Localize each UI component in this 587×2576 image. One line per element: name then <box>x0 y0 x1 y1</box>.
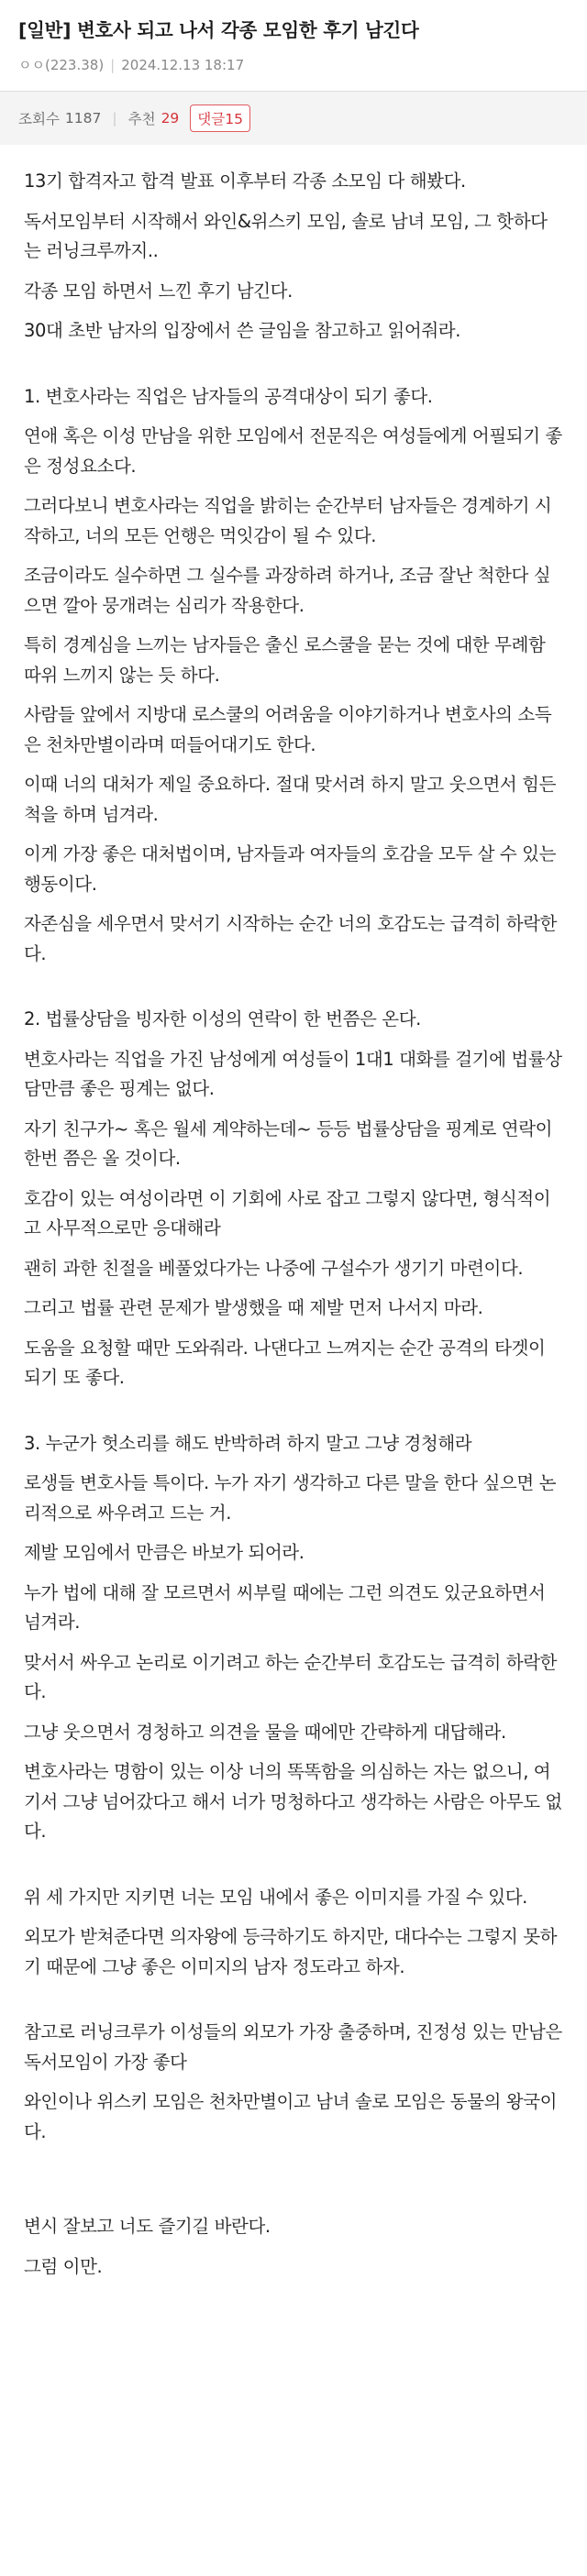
paragraph-spacer <box>24 979 563 1005</box>
post-date: 2024.12.13 18:17 <box>121 57 245 73</box>
author-name[interactable]: ㅇㅇ(223.38) <box>18 57 105 73</box>
body-paragraph: 이때 너의 대처가 제일 중요하다. 절대 맞서려 하지 말고 웃으면서 힘든 척을 하며 넘겨라. <box>24 774 557 825</box>
body-paragraph: 연애 혹은 이성 만남을 위한 모임에서 전문직은 여성들에게 어필되기 좋은 정성요소다. <box>24 425 562 477</box>
post-title: [일반] 변호사 되고 나서 각종 모임한 후기 남긴다 <box>18 19 419 41</box>
paragraph-spacer <box>24 357 563 382</box>
body-paragraph: 맞서서 싸우고 논리로 이기려고 하는 순간부터 호감도는 급격히 하락한다. <box>24 1651 558 1702</box>
body-paragraph: 괜히 과한 친절을 베풀었다가는 나중에 구설수가 생기기 마련이다. <box>24 1257 524 1279</box>
body-paragraph: 외모가 받쳐준다면 의자왕에 등극하기도 하지만, 대다수는 그렇지 못하기 때문에 그냥 좋은 이미지의 남자 정도라고 하자. <box>24 1926 558 1977</box>
post-header <box>0 0 587 74</box>
body-paragraph: 변호사라는 명함이 있는 이상 너의 똑똑함을 의심하는 자는 없으니, 여기서 그냥 넘어갔다고 해서 너가 멍청하다고 생각하는 사람은 아무도 없다. <box>24 1761 562 1842</box>
body-paragraph: 와인이나 위스키 모임은 천차만별이고 남녀 솔로 모임은 동물의 왕국이다. <box>24 2091 558 2142</box>
body-paragraph: 자기 친구가~ 혹은 월세 계약하는데~ 등등 법률상담을 핑계로 연락이 한번 쯤은 올 것이다. <box>24 1117 553 1169</box>
body-paragraph: 호감이 있는 여성이라면 이 기회에 사로 잡고 그렇지 않다면, 형식적이고 사무적으로만 응대해라 <box>24 1187 551 1238</box>
body-paragraph: 사람들 앞에서 지방대 로스쿨의 어려움을 이야기하거나 변호사의 소득은 천차만별이라며 떠들어대기도 한다. <box>24 704 552 755</box>
paragraph-spacer <box>24 1992 563 2018</box>
body-paragraph: 위 세 가지만 지키면 너는 모임 내에서 좋은 이미지를 가질 수 있다. <box>24 1886 527 1908</box>
body-paragraph: 이게 가장 좋은 대처법이며, 남자들과 여자들의 호감을 모두 살 수 있는 행동이다. <box>24 843 557 895</box>
body-paragraph: 2. 법률상담을 빙자한 이성의 연락이 한 번쯤은 온다. <box>24 1008 421 1029</box>
post-meta <box>18 55 569 74</box>
comment-label: 댓글 <box>197 111 226 127</box>
body-paragraph: 누가 법에 대해 잘 모르면서 씨부릴 때에는 그런 의견도 있군요하면서 넘겨라. <box>24 1581 546 1633</box>
body-paragraph: 각종 모임 하면서 느낀 후기 남긴다. <box>24 280 293 302</box>
recommend-label: 추천 <box>127 111 156 127</box>
recommend-count: 29 <box>161 110 180 127</box>
stats-separator: | <box>112 110 117 127</box>
comment-count-button[interactable] <box>190 105 250 132</box>
views-label: 조회수 <box>18 111 60 127</box>
body-paragraph: 그냥 웃으면서 경청하고 의견을 물을 때에만 간략하게 대답해라. <box>24 1721 506 1743</box>
body-paragraph: 도움을 요청할 때만 도와줘라. 나댄다고 느껴지는 순간 공격의 타겟이 되기 또 좋다. <box>24 1337 546 1388</box>
paragraph-spacer <box>24 1857 563 1883</box>
body-paragraph: 참고로 러닝크루가 이성들의 외모가 가장 출중하며, 진정성 있는 만남은 독서모임이 가장 좋다 <box>24 2021 562 2073</box>
body-paragraph: 독서모임부터 시작해서 와인&위스키 모임, 솔로 남녀 모임, 그 핫하다는 러닝크루까지.. <box>24 210 548 261</box>
post-body <box>0 145 587 2282</box>
post-stats-bar <box>0 92 587 145</box>
body-paragraph: 그러다보니 변호사라는 직업을 밝히는 순간부터 남자들은 경계하기 시작하고, 너의 모든 언행은 먹잇감이 될 수 있다. <box>24 495 552 546</box>
body-paragraph: 조금이라도 실수하면 그 실수를 과장하려 하거나, 조금 잘난 척한다 싶으면 깔아 뭉개려는 심리가 작용한다. <box>24 565 551 616</box>
body-paragraph: 로생들 변호사들 특이다. 누가 자기 생각하고 다른 말을 한다 싶으면 논리적으로 싸우려고 드는 거. <box>24 1472 557 1524</box>
paragraph-spacer <box>24 1404 563 1429</box>
body-paragraph: 변호사라는 직업을 가진 남성에게 여성들이 1대1 대화를 걸기에 법률상담만큼 좋은 핑계는 없다. <box>24 1048 562 1099</box>
body-paragraph: 그리고 법률 관련 문제가 발생했을 때 제발 먼저 나서지 마라. <box>24 1297 483 1318</box>
views-count: 1187 <box>64 110 102 127</box>
body-paragraph: 자존심을 세우면서 맞서기 시작하는 순간 너의 호감도는 급격히 하락한다. <box>24 913 558 964</box>
body-paragraph: 변시 잘보고 너도 즐기길 바란다. <box>24 2216 271 2237</box>
body-paragraph: 그럼 이만. <box>24 2255 103 2277</box>
body-paragraph: 1. 변호사라는 직업은 남자들의 공격대상이 되기 좋다. <box>24 385 433 407</box>
body-paragraph: 3. 누군가 헛소리를 해도 반박하려 하지 말고 그냥 경청해라 <box>24 1432 472 1454</box>
body-paragraph: 13기 합격자고 합격 발표 이후부터 각종 소모임 다 해봤다. <box>24 171 466 192</box>
body-paragraph: 30대 초반 남자의 입장에서 쓴 글임을 참고하고 읽어줘라. <box>24 320 461 341</box>
body-paragraph: 특히 경계심을 느끼는 남자들은 출신 로스쿨을 묻는 것에 대한 무례함 따위 느끼지 않는 듯 하다. <box>24 634 546 686</box>
paragraph-spacer <box>24 2157 563 2212</box>
comment-count: 15 <box>225 111 243 127</box>
meta-separator: | <box>110 57 116 73</box>
body-paragraph: 제발 모임에서 만큼은 바보가 되어라. <box>24 1542 305 1563</box>
